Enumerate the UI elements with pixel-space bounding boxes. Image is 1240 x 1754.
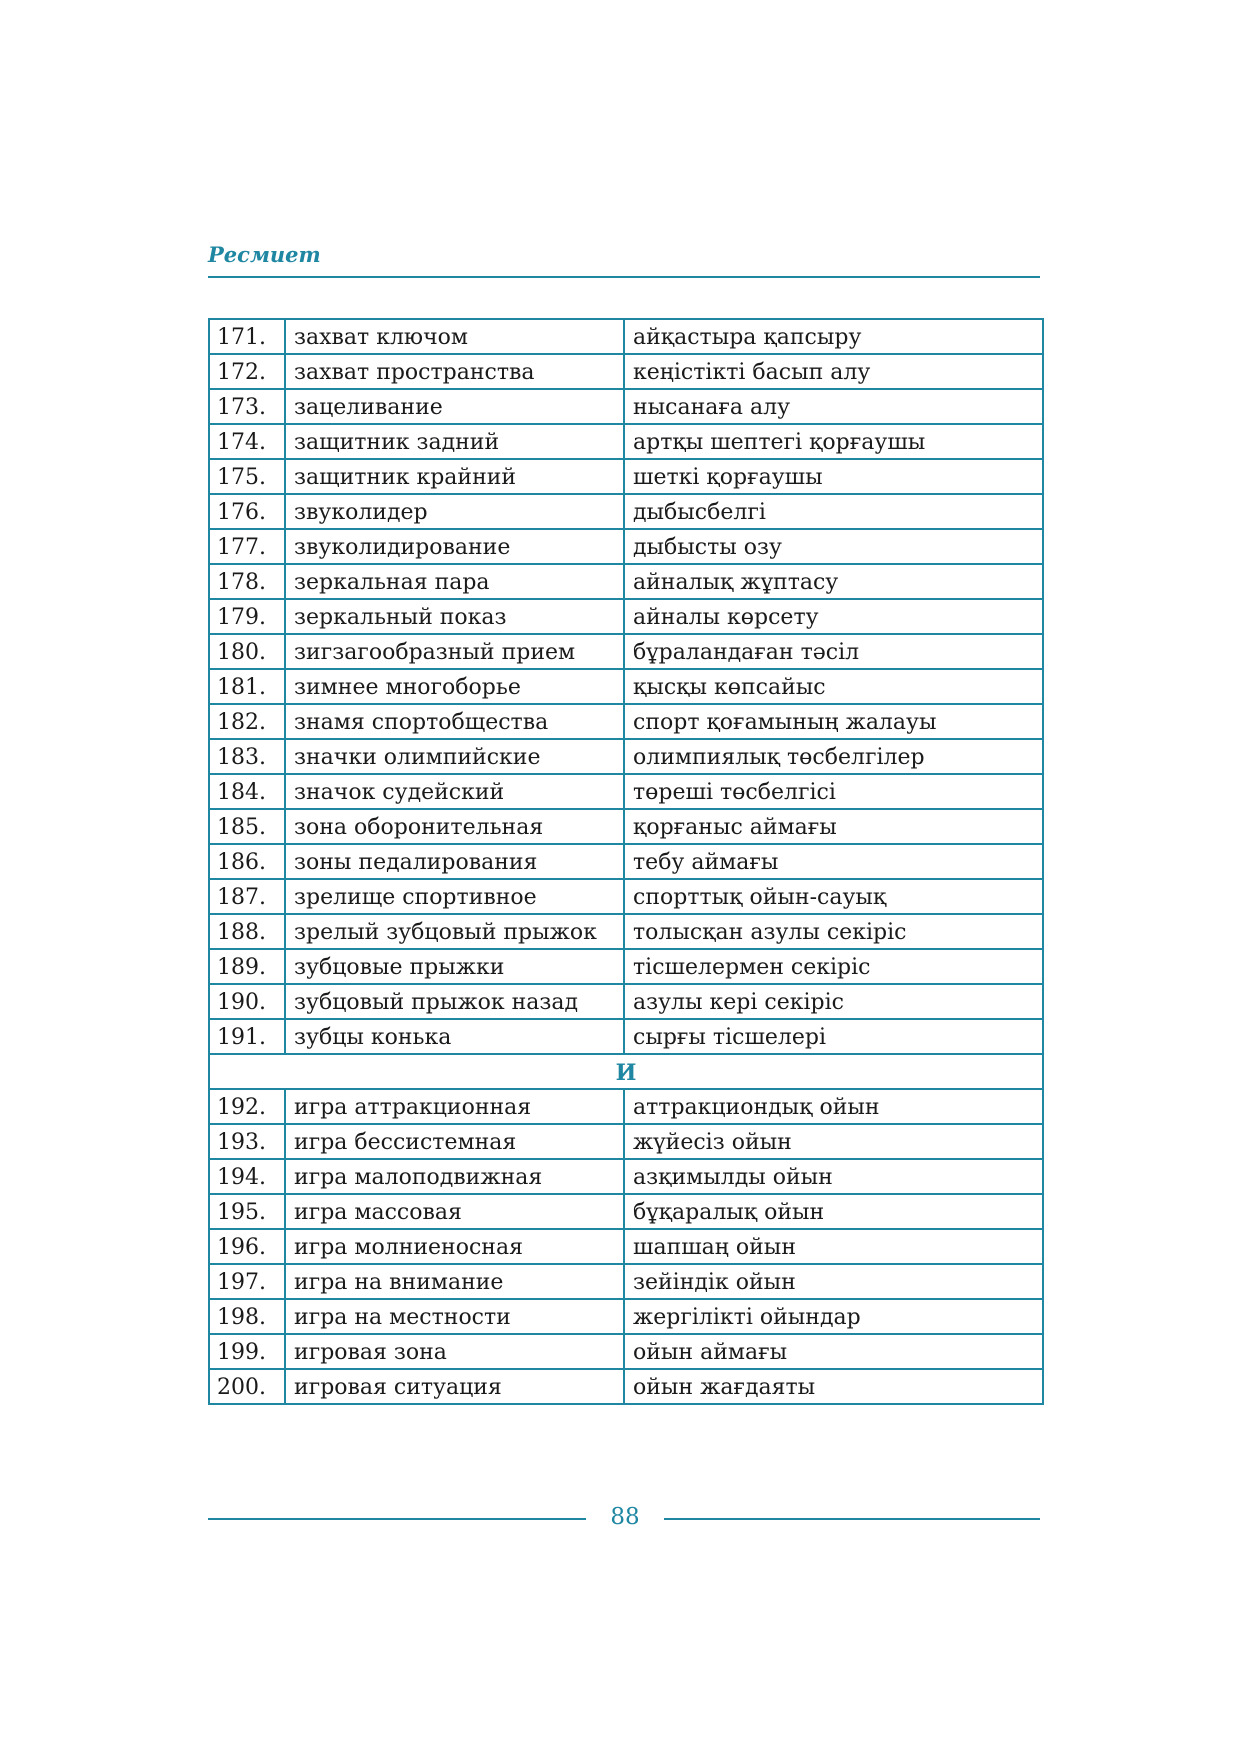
kazakh-term: спорттық ойын-сауық <box>624 879 1043 914</box>
table-row <box>209 1019 1043 1054</box>
table-row <box>209 669 1043 704</box>
kazakh-term: тебу аймағы <box>624 844 1043 879</box>
table-row <box>209 1124 1043 1159</box>
page-number: 88 <box>610 1504 640 1530</box>
entry-number: 183. <box>209 739 285 774</box>
entry-number: 191. <box>209 1019 285 1054</box>
russian-term: зубцовые прыжки <box>285 949 624 984</box>
russian-term: зубцовый прыжок назад <box>285 984 624 1019</box>
entry-number: 200. <box>209 1369 285 1404</box>
kazakh-term: кеңістікті басып алу <box>624 354 1043 389</box>
footer-divider-left <box>208 1518 586 1520</box>
russian-term: игра на местности <box>285 1299 624 1334</box>
entry-number: 179. <box>209 599 285 634</box>
entry-number: 194. <box>209 1159 285 1194</box>
kazakh-term: сырғы тісшелері <box>624 1019 1043 1054</box>
footer-divider-right <box>664 1518 1040 1520</box>
table-row <box>209 1089 1043 1124</box>
kazakh-term: шеткі қорғаушы <box>624 459 1043 494</box>
entry-number: 190. <box>209 984 285 1019</box>
kazakh-term: аттракциондық ойын <box>624 1089 1043 1124</box>
table-row <box>209 914 1043 949</box>
entry-number: 197. <box>209 1264 285 1299</box>
entry-number: 192. <box>209 1089 285 1124</box>
russian-term: зацеливание <box>285 389 624 424</box>
russian-term: игра на внимание <box>285 1264 624 1299</box>
kazakh-term: айналық жұптасу <box>624 564 1043 599</box>
russian-term: игра молниеносная <box>285 1229 624 1264</box>
entry-number: 178. <box>209 564 285 599</box>
table-row <box>209 564 1043 599</box>
entry-number: 185. <box>209 809 285 844</box>
entry-number: 195. <box>209 1194 285 1229</box>
kazakh-term: спорт қоғамының жалауы <box>624 704 1043 739</box>
russian-term: зрелище спортивное <box>285 879 624 914</box>
kazakh-term: айналы көрсету <box>624 599 1043 634</box>
russian-term: значки олимпийские <box>285 739 624 774</box>
entry-number: 188. <box>209 914 285 949</box>
table-row <box>209 1299 1043 1334</box>
russian-term: звуколидер <box>285 494 624 529</box>
entry-number: 175. <box>209 459 285 494</box>
russian-term: игра аттракционная <box>285 1089 624 1124</box>
kazakh-term: ойын жағдаяты <box>624 1369 1043 1404</box>
entry-number: 184. <box>209 774 285 809</box>
kazakh-term: бұқаралық ойын <box>624 1194 1043 1229</box>
russian-term: защитник крайний <box>285 459 624 494</box>
kazakh-term: қысқы көпсайыс <box>624 669 1043 704</box>
russian-term: значок судейский <box>285 774 624 809</box>
table-row <box>209 1369 1043 1404</box>
table-row <box>209 424 1043 459</box>
russian-term: зоны педалирования <box>285 844 624 879</box>
entry-number: 181. <box>209 669 285 704</box>
entry-number: 172. <box>209 354 285 389</box>
russian-term: зеркальная пара <box>285 564 624 599</box>
kazakh-term: артқы шептегі қорғаушы <box>624 424 1043 459</box>
entry-number: 186. <box>209 844 285 879</box>
kazakh-term: бұраландаған тәсіл <box>624 634 1043 669</box>
russian-term: зигзагообразный прием <box>285 634 624 669</box>
russian-term: игра бессистемная <box>285 1124 624 1159</box>
table-row <box>209 529 1043 564</box>
table-row <box>209 739 1043 774</box>
russian-term: захват пространства <box>285 354 624 389</box>
kazakh-term: шапшаң ойын <box>624 1229 1043 1264</box>
table-row <box>209 1194 1043 1229</box>
russian-term: захват ключом <box>285 319 624 354</box>
entry-number: 177. <box>209 529 285 564</box>
table-row <box>209 1264 1043 1299</box>
kazakh-term: дыбысты озу <box>624 529 1043 564</box>
table-row <box>209 459 1043 494</box>
table-row <box>209 1159 1043 1194</box>
header-divider <box>208 276 1040 278</box>
table-row <box>209 844 1043 879</box>
kazakh-term: нысанаға алу <box>624 389 1043 424</box>
russian-term: знамя спортобщества <box>285 704 624 739</box>
entry-number: 189. <box>209 949 285 984</box>
entry-number: 198. <box>209 1299 285 1334</box>
table-row <box>209 949 1043 984</box>
russian-term: игровая зона <box>285 1334 624 1369</box>
entry-number: 196. <box>209 1229 285 1264</box>
table-row <box>209 1334 1043 1369</box>
entry-number: 176. <box>209 494 285 529</box>
kazakh-term: жергілікті ойындар <box>624 1299 1043 1334</box>
entry-number: 180. <box>209 634 285 669</box>
russian-term: зеркальный показ <box>285 599 624 634</box>
running-header-title: Ресмиет <box>208 242 321 267</box>
table-row <box>209 879 1043 914</box>
russian-term: зрелый зубцовый прыжок <box>285 914 624 949</box>
kazakh-term: тісшелермен секіріс <box>624 949 1043 984</box>
kazakh-term: дыбысбелгі <box>624 494 1043 529</box>
entry-number: 182. <box>209 704 285 739</box>
kazakh-term: азулы кері секіріс <box>624 984 1043 1019</box>
kazakh-term: зейіндік ойын <box>624 1264 1043 1299</box>
entry-number: 199. <box>209 1334 285 1369</box>
kazakh-term: жүйесіз ойын <box>624 1124 1043 1159</box>
russian-term: зубцы конька <box>285 1019 624 1054</box>
entry-number: 173. <box>209 389 285 424</box>
glossary-table <box>208 318 1044 1405</box>
russian-term: игра массовая <box>285 1194 624 1229</box>
table-row <box>209 319 1043 354</box>
kazakh-term: ойын аймағы <box>624 1334 1043 1369</box>
kazakh-term: қорғаныс аймағы <box>624 809 1043 844</box>
russian-term: игра малоподвижная <box>285 1159 624 1194</box>
entry-number: 171. <box>209 319 285 354</box>
russian-term: зона оборонительная <box>285 809 624 844</box>
table-row <box>209 494 1043 529</box>
table-row <box>209 354 1043 389</box>
entry-number: 174. <box>209 424 285 459</box>
kazakh-term: олимпиялық төсбелгілер <box>624 739 1043 774</box>
kazakh-term: төреші төсбелгісі <box>624 774 1043 809</box>
table-row <box>209 984 1043 1019</box>
table-row <box>209 704 1043 739</box>
section-letter-row <box>209 1054 1043 1089</box>
table-row <box>209 809 1043 844</box>
table-row <box>209 389 1043 424</box>
table-row <box>209 634 1043 669</box>
entry-number: 187. <box>209 879 285 914</box>
entry-number: 193. <box>209 1124 285 1159</box>
russian-term: защитник задний <box>285 424 624 459</box>
russian-term: игровая ситуация <box>285 1369 624 1404</box>
table-row <box>209 1229 1043 1264</box>
kazakh-term: азқимылды ойын <box>624 1159 1043 1194</box>
russian-term: зимнее многоборье <box>285 669 624 704</box>
glossary-body <box>209 319 1043 1404</box>
russian-term: звуколидирование <box>285 529 624 564</box>
table-row <box>209 774 1043 809</box>
table-row <box>209 599 1043 634</box>
section-letter: И <box>209 1054 1043 1089</box>
kazakh-term: айқастыра қапсыру <box>624 319 1043 354</box>
kazakh-term: толысқан азулы секіріс <box>624 914 1043 949</box>
